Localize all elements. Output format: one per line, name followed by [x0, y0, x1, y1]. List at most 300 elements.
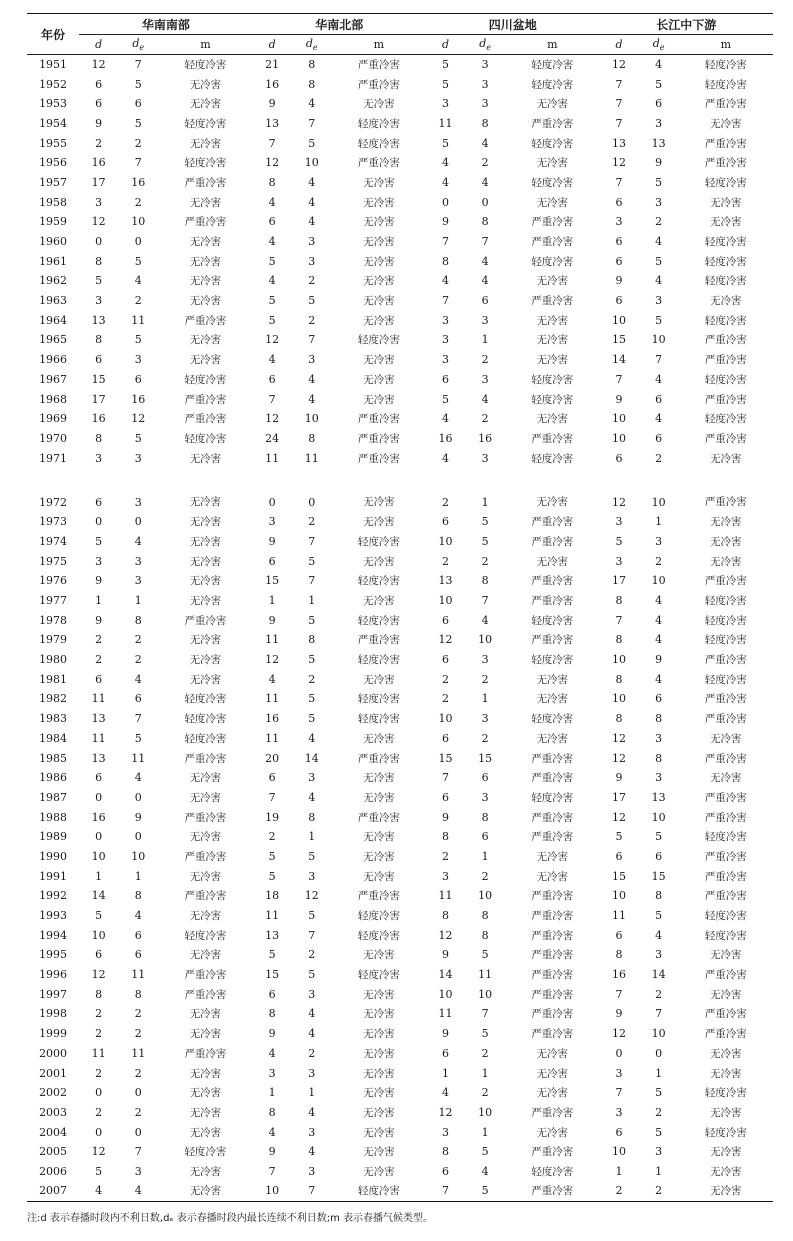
year-cell: 1961: [39, 254, 68, 268]
de-cell: 3: [308, 254, 316, 268]
d-cell: 10: [438, 712, 453, 726]
m-cell: 无冷害: [189, 1087, 222, 1100]
m-cell: 严重冷害: [184, 176, 227, 189]
de-cell: 7: [134, 156, 142, 170]
m-cell: 无冷害: [710, 1185, 742, 1198]
year-cell: 1975: [39, 554, 68, 568]
de-cell: 15: [651, 869, 666, 883]
table-row: [27, 1024, 773, 1044]
d-cell: 16: [91, 810, 106, 824]
d-cell: 11: [438, 889, 453, 903]
de-cell: 4: [481, 1164, 489, 1178]
de-cell: 4: [308, 392, 316, 406]
table-row: [27, 532, 773, 552]
m-cell: 无冷害: [189, 98, 222, 111]
year-cell: 1984: [39, 731, 68, 745]
de-cell: 4: [655, 613, 663, 627]
de-cell: 4: [134, 909, 142, 923]
d-cell: 10: [438, 987, 453, 1001]
m-cell: 无冷害: [189, 1028, 222, 1041]
table-row: [27, 468, 773, 512]
de-cell: 6: [655, 849, 663, 863]
m-cell: 严重冷害: [704, 890, 747, 903]
m-cell: 无冷害: [189, 870, 222, 883]
table-row: [27, 350, 773, 370]
table-row: [27, 768, 773, 788]
d-cell: 13: [438, 574, 453, 588]
d-cell: 0: [95, 235, 103, 249]
de-cell: 3: [655, 534, 663, 548]
m-cell: 无冷害: [536, 413, 569, 426]
m-cell: 无冷害: [189, 495, 222, 508]
d-cell: 16: [438, 431, 453, 445]
de-cell: 2: [308, 274, 316, 288]
m-cell: 严重冷害: [531, 535, 574, 548]
de-cell: 8: [481, 215, 489, 229]
year-cell: 1960: [39, 235, 68, 249]
table-row: [27, 551, 773, 571]
d-cell: 0: [268, 495, 276, 509]
m-cell: 无冷害: [189, 595, 222, 608]
m-cell: 无冷害: [536, 314, 569, 327]
d-cell: 12: [611, 156, 626, 170]
d-cell: 3: [615, 215, 623, 229]
d-cell: 5: [442, 136, 450, 150]
m-cell: 严重冷害: [531, 949, 574, 962]
de-cell: 10: [131, 215, 146, 229]
table-row: [27, 153, 773, 173]
m-cell: 严重冷害: [357, 752, 400, 765]
m-cell: 轻度冷害: [357, 910, 400, 923]
m-cell: 严重冷害: [531, 575, 574, 588]
de-cell: 4: [481, 392, 489, 406]
d-cell: 12: [611, 1027, 626, 1041]
d-cell: 6: [615, 254, 623, 268]
m-cell: 严重冷害: [704, 870, 747, 883]
m-cell: 轻度冷害: [184, 373, 227, 386]
de-cell: 3: [134, 574, 142, 588]
d-cell: 4: [268, 1046, 276, 1060]
de-cell: 3: [134, 353, 142, 367]
m-cell: 无冷害: [536, 673, 569, 686]
year-cell: 1976: [39, 574, 68, 588]
table-row: [27, 807, 773, 827]
m-cell: 轻度冷害: [357, 137, 400, 150]
m-cell: 无冷害: [363, 1146, 395, 1159]
d-cell: 13: [265, 928, 280, 942]
m-cell: 轻度冷害: [704, 373, 747, 386]
d-cell: 4: [268, 274, 276, 288]
year-cell: 1987: [39, 790, 68, 804]
de-cell: 6: [481, 294, 489, 308]
table-header: [27, 14, 773, 55]
de-cell: 4: [134, 771, 142, 785]
d-cell: 6: [95, 77, 103, 91]
m-cell: 严重冷害: [357, 78, 400, 91]
m-cell: 严重冷害: [357, 432, 400, 445]
m-cell: 无冷害: [363, 295, 395, 308]
de-cell: 0: [134, 790, 142, 804]
d-cell: 11: [91, 1046, 106, 1060]
d-cell: 7: [442, 771, 450, 785]
m-cell: 无冷害: [536, 693, 569, 706]
table-row: [27, 389, 773, 409]
m-cell: 无冷害: [189, 334, 222, 347]
col-header-d: d: [268, 38, 276, 51]
de-cell: 2: [655, 451, 663, 465]
d-cell: 8: [95, 333, 103, 347]
table-row: [27, 906, 773, 926]
m-cell: 无冷害: [536, 334, 569, 347]
de-cell: 2: [481, 412, 489, 426]
d-cell: 10: [438, 594, 453, 608]
de-cell: 5: [308, 968, 316, 982]
table-row: [27, 271, 773, 291]
m-cell: 严重冷害: [704, 575, 747, 588]
table-row: [27, 1063, 773, 1083]
d-cell: 3: [615, 1105, 623, 1119]
m-cell: 严重冷害: [184, 314, 227, 327]
m-cell: 严重冷害: [704, 393, 747, 406]
year-cell: 1985: [39, 751, 68, 765]
m-cell: 轻度冷害: [531, 137, 574, 150]
table-row: [27, 370, 773, 390]
d-cell: 6: [95, 771, 103, 785]
d-cell: 3: [442, 1125, 450, 1139]
de-cell: 1: [134, 869, 142, 883]
d-cell: 12: [611, 731, 626, 745]
de-cell: 7: [308, 1184, 316, 1198]
d-cell: 6: [95, 672, 103, 686]
de-cell: 4: [481, 175, 489, 189]
de-cell: 2: [481, 1046, 489, 1060]
de-cell: 3: [481, 653, 489, 667]
d-cell: 4: [442, 175, 450, 189]
d-cell: 7: [442, 294, 450, 308]
de-cell: 2: [134, 1027, 142, 1041]
d-cell: 6: [95, 495, 103, 509]
year-cell: 1970: [39, 431, 68, 445]
de-cell: 8: [308, 810, 316, 824]
d-cell: 1: [268, 594, 276, 608]
m-cell: 轻度冷害: [531, 78, 574, 91]
m-cell: 无冷害: [363, 850, 395, 863]
de-cell: 10: [478, 987, 493, 1001]
de-cell: 3: [308, 1066, 316, 1080]
de-cell: 2: [655, 1184, 663, 1198]
de-cell: 3: [655, 948, 663, 962]
table-row: [27, 114, 773, 134]
d-cell: 8: [268, 1007, 276, 1021]
d-cell: 6: [442, 731, 450, 745]
de-cell: 8: [655, 889, 663, 903]
de-cell: 9: [655, 653, 663, 667]
m-cell: 无冷害: [710, 117, 742, 130]
d-cell: 12: [265, 653, 280, 667]
m-cell: 严重冷害: [704, 791, 747, 804]
m-cell: 严重冷害: [704, 354, 747, 367]
m-cell: 严重冷害: [531, 236, 574, 249]
de-cell: 4: [308, 1007, 316, 1021]
m-cell: 轻度冷害: [531, 654, 574, 667]
table-row: [27, 827, 773, 847]
d-cell: 8: [615, 633, 623, 647]
d-cell: 9: [615, 274, 623, 288]
table-note: 注:d 表示春播时段内不利日数,dₑ 表示春播时段内最长连续不利日数;m 表示春播气候类型。: [27, 1213, 434, 1224]
m-cell: 无冷害: [363, 595, 395, 608]
de-cell: 7: [308, 534, 316, 548]
year-cell: 2004: [39, 1125, 68, 1139]
de-cell: 3: [308, 869, 316, 883]
m-cell: 无冷害: [536, 850, 569, 863]
d-cell: 17: [611, 790, 626, 804]
d-cell: 9: [442, 215, 450, 229]
col-header-de-subscript: e: [139, 43, 145, 53]
d-cell: 12: [438, 633, 453, 647]
m-cell: 轻度冷害: [357, 654, 400, 667]
d-cell: 11: [265, 451, 280, 465]
m-cell: 严重冷害: [531, 890, 574, 903]
de-cell: 1: [308, 830, 316, 844]
table-row: [27, 55, 773, 75]
m-cell: 严重冷害: [531, 1028, 574, 1041]
d-cell: 0: [95, 830, 103, 844]
de-cell: 5: [655, 313, 663, 327]
de-cell: 1: [481, 692, 489, 706]
de-cell: 4: [655, 274, 663, 288]
de-cell: 5: [655, 909, 663, 923]
table-row: [27, 945, 773, 965]
de-cell: 2: [308, 313, 316, 327]
m-cell: 严重冷害: [531, 772, 574, 785]
d-cell: 5: [95, 274, 103, 288]
de-cell: 7: [655, 1007, 663, 1021]
d-cell: 14: [438, 968, 453, 982]
d-cell: 8: [615, 594, 623, 608]
d-cell: 2: [95, 653, 103, 667]
region-header: 华南北部: [253, 14, 426, 35]
m-cell: 严重冷害: [531, 595, 574, 608]
de-cell: 4: [308, 195, 316, 209]
m-cell: 无冷害: [536, 1087, 569, 1100]
de-cell: 1: [134, 594, 142, 608]
d-cell: 8: [95, 254, 103, 268]
d-cell: 13: [91, 751, 106, 765]
d-cell: 6: [442, 653, 450, 667]
m-cell: 无冷害: [363, 314, 395, 327]
m-cell: 严重冷害: [704, 850, 747, 863]
de-cell: 5: [308, 909, 316, 923]
m-cell: 无冷害: [710, 452, 742, 465]
m-cell: 轻度冷害: [184, 59, 227, 72]
de-cell: 8: [134, 613, 142, 627]
year-cell: 1993: [39, 909, 68, 923]
m-cell: 轻度冷害: [531, 393, 574, 406]
de-cell: 7: [308, 333, 316, 347]
m-cell: 严重冷害: [357, 59, 400, 72]
table-row: [27, 689, 773, 709]
m-cell: 严重冷害: [184, 614, 227, 627]
de-cell: 10: [651, 495, 666, 509]
table-row: [27, 591, 773, 611]
d-cell: 6: [268, 987, 276, 1001]
table-row: [27, 1181, 773, 1201]
table-row: [27, 610, 773, 630]
de-cell: 1: [481, 333, 489, 347]
de-cell: 2: [481, 1086, 489, 1100]
de-cell: 4: [308, 1105, 316, 1119]
de-cell: 5: [481, 1145, 489, 1159]
d-cell: 11: [91, 692, 106, 706]
year-cell: 1978: [39, 613, 68, 627]
d-cell: 15: [265, 574, 280, 588]
m-cell: 无冷害: [189, 1008, 222, 1021]
d-cell: 3: [442, 353, 450, 367]
de-cell: 8: [655, 751, 663, 765]
d-cell: 8: [442, 830, 450, 844]
table-row: [27, 133, 773, 153]
de-cell: 10: [651, 810, 666, 824]
d-cell: 12: [265, 156, 280, 170]
de-cell: 0: [134, 830, 142, 844]
m-cell: 无冷害: [189, 1165, 222, 1178]
m-cell: 轻度冷害: [184, 713, 227, 726]
year-cell: 1965: [39, 333, 68, 347]
m-cell: 无冷害: [710, 516, 742, 529]
d-cell: 9: [615, 771, 623, 785]
year-cell: 1973: [39, 515, 68, 529]
m-cell: 严重冷害: [184, 890, 227, 903]
m-cell: 轻度冷害: [531, 176, 574, 189]
table-body: [27, 55, 773, 1202]
col-header-de: [118, 35, 158, 55]
year-cell: 2005: [39, 1145, 68, 1159]
de-cell: 4: [655, 372, 663, 386]
d-cell: 6: [615, 451, 623, 465]
year-cell: 1957: [39, 175, 68, 189]
de-cell: 3: [308, 987, 316, 1001]
de-cell: 2: [134, 633, 142, 647]
m-cell: 轻度冷害: [704, 176, 747, 189]
de-cell: 3: [655, 771, 663, 785]
de-cell: 3: [481, 58, 489, 72]
m-cell: 无冷害: [363, 196, 395, 209]
d-cell: 5: [615, 830, 623, 844]
m-cell: 无冷害: [189, 196, 222, 209]
m-cell: 无冷害: [536, 732, 569, 745]
d-cell: 11: [438, 1007, 453, 1021]
d-cell: 1: [268, 1086, 276, 1100]
de-cell: 11: [131, 968, 146, 982]
de-cell: 5: [308, 554, 316, 568]
d-cell: 18: [265, 889, 280, 903]
de-cell: 1: [308, 594, 316, 608]
de-cell: 4: [308, 372, 316, 386]
m-cell: 严重冷害: [357, 452, 400, 465]
m-cell: 严重冷害: [184, 969, 227, 982]
m-cell: 无冷害: [363, 1126, 395, 1139]
d-cell: 3: [442, 313, 450, 327]
d-cell: 12: [91, 1145, 106, 1159]
de-cell: 1: [481, 1066, 489, 1080]
d-cell: 3: [615, 515, 623, 529]
d-cell: 16: [91, 412, 106, 426]
m-cell: 轻度冷害: [357, 535, 400, 548]
d-cell: 7: [442, 1184, 450, 1198]
col-header-de-subscript: e: [486, 43, 492, 53]
col-header-de-base: d: [479, 36, 487, 50]
m-cell: 无冷害: [363, 255, 395, 268]
m-cell: 轻度冷害: [184, 1146, 227, 1159]
d-cell: 8: [268, 1105, 276, 1119]
m-cell: 轻度冷害: [704, 275, 747, 288]
de-cell: 0: [134, 515, 142, 529]
d-cell: 17: [91, 175, 106, 189]
m-cell: 轻度冷害: [704, 929, 747, 942]
m-cell: 轻度冷害: [357, 575, 400, 588]
de-cell: 4: [134, 274, 142, 288]
year-cell: 1995: [39, 948, 68, 962]
m-cell: 无冷害: [536, 354, 569, 367]
m-cell: 严重冷害: [704, 432, 747, 445]
de-cell: 5: [134, 431, 142, 445]
de-cell: 8: [481, 810, 489, 824]
de-cell: 5: [481, 1184, 489, 1198]
de-cell: 10: [478, 633, 493, 647]
de-cell: 2: [134, 294, 142, 308]
de-cell: 11: [304, 451, 319, 465]
d-cell: 10: [611, 412, 626, 426]
d-cell: 7: [615, 175, 623, 189]
d-cell: 16: [611, 968, 626, 982]
m-cell: 无冷害: [710, 1047, 742, 1060]
d-cell: 7: [615, 77, 623, 91]
de-cell: 15: [478, 751, 493, 765]
m-cell: 轻度冷害: [357, 117, 400, 130]
table-row: [27, 251, 773, 271]
m-cell: 轻度冷害: [531, 614, 574, 627]
d-cell: 3: [95, 554, 103, 568]
m-cell: 严重冷害: [704, 713, 747, 726]
de-cell: 5: [308, 692, 316, 706]
d-cell: 9: [95, 613, 103, 627]
de-cell: 4: [308, 97, 316, 111]
d-cell: 10: [611, 1145, 626, 1159]
m-cell: 无冷害: [189, 575, 222, 588]
de-cell: 1: [655, 1066, 663, 1080]
d-cell: 10: [611, 692, 626, 706]
d-cell: 2: [95, 1066, 103, 1080]
de-cell: 2: [308, 672, 316, 686]
year-cell: 1964: [39, 313, 68, 327]
de-cell: 1: [655, 1164, 663, 1178]
de-cell: 8: [308, 58, 316, 72]
m-cell: 无冷害: [710, 732, 742, 745]
de-cell: 7: [308, 928, 316, 942]
m-cell: 无冷害: [363, 1087, 395, 1100]
table-row: [27, 886, 773, 906]
de-cell: 4: [134, 672, 142, 686]
m-cell: 轻度冷害: [704, 595, 747, 608]
table-row: [27, 74, 773, 94]
year-cell: 1967: [39, 372, 68, 386]
m-cell: 无冷害: [536, 495, 569, 508]
m-cell: 无冷害: [363, 1008, 395, 1021]
d-cell: 5: [615, 534, 623, 548]
d-cell: 6: [615, 195, 623, 209]
de-cell: 5: [655, 254, 663, 268]
table-row: [27, 866, 773, 886]
